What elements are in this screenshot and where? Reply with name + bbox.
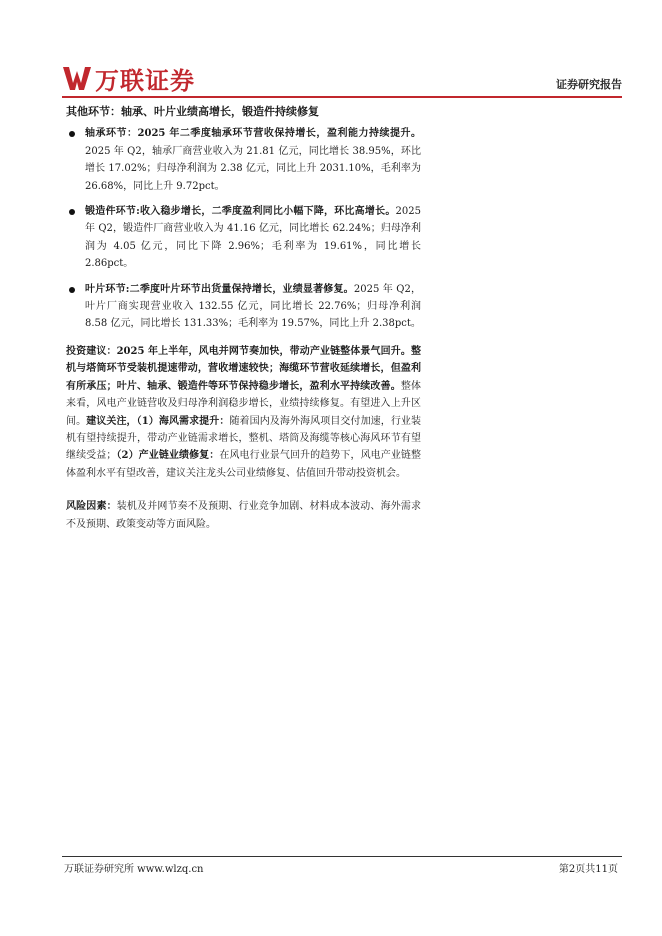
bullet-body: 2025 年 Q2，轴承厂商营业收入为 21.81 亿元，同比增长 38.95%，环比增长 17.02%；归母净利润为 2.38 亿元，同比上升 2031.10%，毛利率为 26.68%，同比上升 9.72pct。: [85, 145, 421, 192]
bullet-list: [66, 125, 421, 332]
bullet-item-bearing: [66, 125, 421, 195]
page-number: 第2页共11页: [558, 864, 618, 875]
bullet-lead: 锻造件环节:: [85, 206, 140, 218]
footer-source: 万联证券研究所 www.wlzq.cn: [64, 864, 204, 875]
bullet-body: 2025 年 Q2，叶片厂商实现营业收入 132.55 亿元，同比增长 22.76%；归母净利润 8.58 亿元，同比增长 131.33%；毛利率为 19.57%，同比上升 2.38pct。: [85, 283, 422, 330]
investment-paragraph: [66, 343, 421, 482]
report-type-label: 证券研究报告: [556, 78, 622, 91]
investment-text-1: 整体来看，风电产业链营收及归母净利润稳步增长，业绩持续修复。有望进入上升区间。: [66, 380, 422, 427]
main-content: [66, 103, 421, 533]
investment-text-2: 随着国内及海外海风项目交付加速，行业装机有望持续提升，带动产业链需求增长，整机、塔筒及海缆等核心海风环节有望继续受益；: [66, 415, 422, 462]
risk-label: 风险因素：: [66, 501, 117, 513]
bullet-bold: 收入稳步增长，二季度盈利同比小幅下降，环比高增长。: [139, 206, 396, 218]
bullet-lead: 轴承环节：: [85, 128, 138, 140]
header-divider: [62, 96, 622, 98]
bullet-lead: 叶片环节:: [85, 283, 130, 295]
bullet-item-forging: [66, 203, 421, 273]
section-title: 其他环节：轴承、叶片业绩高增长，锻造件持续修复: [66, 105, 319, 118]
bullet-bold: 二季度叶片环节出货量保持增长，业绩显著修复。: [129, 283, 354, 295]
bullet-icon: [69, 287, 75, 293]
investment-text-3: 在风电行业景气回升的趋势下，风电产业链整体盈利水平有望改善，建议关注龙头公司业绩修复、估值回升带动投资机会。: [66, 450, 422, 479]
bullet-icon: [69, 209, 75, 215]
risk-paragraph: [66, 498, 421, 533]
page-footer: [62, 856, 622, 875]
logo-text: 万联证券: [95, 66, 195, 95]
investment-label: 投资建议：: [66, 345, 117, 357]
investment-bold-2: 建议关注，（1）海风需求提升：: [86, 415, 230, 427]
bullet-icon: [69, 131, 75, 137]
footer-divider: [62, 856, 622, 857]
company-logo: [62, 60, 195, 96]
wanlian-logo-icon: [62, 63, 92, 93]
bullet-bold: 2025 年二季度轴承环节营收保持增长，盈利能力持续提升。: [137, 128, 421, 140]
investment-bold-1: 2025 年上半年，风电并网节奏加快，带动产业链整体景气回升。整机与塔筒环节受装机提速带动，营收增速较快；海缆环节营收延续增长，但盈利有所承压；叶片、轴承、锻造件等环节保持稳步增长，盈利水平持续改善。: [66, 345, 421, 392]
bullet-body: 2025 年 Q2，锻造件厂商营业收入为 41.16 亿元，同比增长 62.24%；归母净利润为 4.05 亿元，同比下降 2.96%；毛利率为 19.61%，同比增长 2.86pct。: [85, 206, 421, 270]
investment-bold-3: （2）产业链业绩修复：: [116, 450, 220, 462]
bullet-item-blade: [66, 281, 421, 333]
page-header: [62, 60, 622, 102]
risk-text: 装机及并网节奏不及预期、行业竞争加剧、材料成本波动、海外需求不及预期、政策变动等方面风险。: [66, 501, 422, 530]
